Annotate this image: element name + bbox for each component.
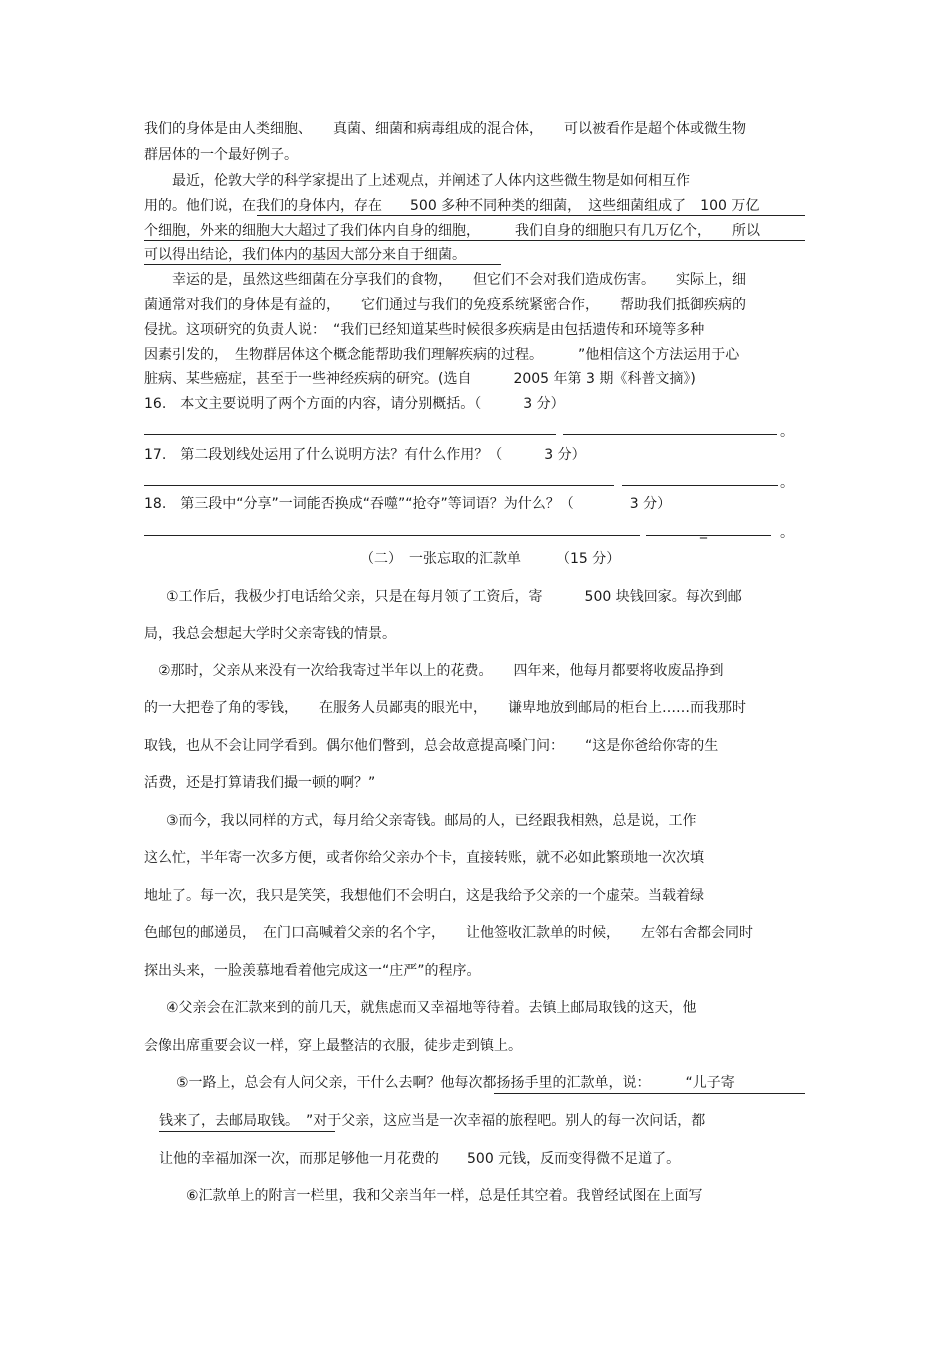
p2-para1-line1: ①工作后，我极少打电话给父亲，只是在每月领了工资后，寄 500 块钱回家。每次到邮 bbox=[166, 589, 742, 605]
question-18: 18. 第三段中“分享”一词能否换成“吞噬”“抢夺”等词语？为什么？（ 3 分） bbox=[144, 496, 672, 512]
question-17: 17. 第二段划线处运用了什么说明方法？有什么作用？（ 3 分） bbox=[144, 447, 586, 463]
p2-para3-line3: 地址了。每一次，我只是笑笑，我想他们不会明白，这是我给予父亲的一个虚荣。当载着绿 bbox=[144, 888, 704, 904]
p2-para1-line2: 局，我总会想起大学时父亲寄钱的情景。 bbox=[144, 626, 396, 642]
p2-para3-line5: 探出头来，一脸羡慕地看着他完成这一“庄严”的程序。 bbox=[144, 963, 481, 979]
p2-para2-line3: 取钱，也从不会让同学看到。偶尔他们瞥到，总会故意提高嗓门问： “这是你爸给你寄的生 bbox=[144, 738, 719, 754]
p2-para5-line2: 钱来了，去邮局取钱。 ”对于父亲，这应当是一次幸福的旅程吧。别人的每一次问话，都 bbox=[159, 1113, 706, 1129]
p3-line-4: 因素引发的， 生物群居体这个概念能帮助我们理解疾病的过程。 ”他相信这个方法运用于心 bbox=[144, 347, 740, 363]
q16-end-mark: 。 bbox=[780, 424, 794, 440]
p2-line-3: 个细胞，外来的细胞大大超过了我们体内自身的细胞， 我们自身的细胞只有几万亿个， 所以 bbox=[144, 223, 760, 239]
p2-para3-line4: 色邮包的邮递员， 在门口高喊着父亲的名个字， 让他签收汇款单的时候， 左邻右舍都会同时 bbox=[144, 925, 753, 941]
underline-2 bbox=[144, 240, 805, 241]
p3-line-1: 幸运的是，虽然这些细菌在分享我们的食物， 但它们不会对我们造成伤害。 实际上，细 bbox=[144, 272, 746, 288]
p3-line-3: 侵扰。这项研究的负责人说： “我们已经知道某些时候很多疾病是由包括遗传和环境等多种 bbox=[144, 322, 705, 338]
p1-line-2: 群居体的一个最好例子。 bbox=[144, 147, 298, 163]
underline-quote-1 bbox=[494, 1093, 805, 1094]
answer-17-blank-a[interactable] bbox=[144, 485, 614, 486]
p2-para4-line2: 会像出席重要会议一样，穿上最整洁的衣服，徒步走到镇上。 bbox=[144, 1038, 522, 1054]
q18-end-mark: 。 bbox=[780, 525, 794, 541]
underline-1 bbox=[257, 215, 805, 216]
answer-16-blank-b[interactable] bbox=[563, 434, 777, 435]
p2-para5-line1: ⑤一路上，总会有人问父亲，干什么去啊？他每次都扬扬手里的汇款单，说： “儿子寄 bbox=[176, 1075, 735, 1091]
answer-17-blank-b[interactable] bbox=[622, 485, 778, 486]
p2-para3-line2: 这么忙，半年寄一次多方便，或者你给父亲办个卡，直接转账，就不必如此繁琐地一次次填 bbox=[144, 850, 704, 866]
q18-mark: _ bbox=[700, 523, 707, 539]
section-2-title: （二） 一张忘取的汇款单 （15 分） bbox=[360, 551, 621, 567]
p3-line-5: 脏病、某些癌症，甚至于一些神经疾病的研究。(选自 2005 年第 3 期《科普文摘》) bbox=[144, 371, 696, 387]
p2-para2-line2: 的一大把卷了角的零钱， 在服务人员鄙夷的眼光中， 谦卑地放到邮局的柜台上……而我那时 bbox=[144, 700, 746, 716]
answer-16-blank-a[interactable] bbox=[144, 434, 556, 435]
p1-line-1: 我们的身体是由人类细胞、 真菌、细菌和病毒组成的混合体， 可以被看作是超个体或微生物 bbox=[144, 121, 746, 137]
underline-3 bbox=[144, 264, 501, 265]
p2-line-1: 最近，伦敦大学的科学家提出了上述观点，并阐述了人体内这些微生物是如何相互作 bbox=[144, 173, 690, 189]
p3-line-2: 菌通常对我们的身体是有益的， 它们通过与我们的免疫系统紧密合作， 帮助我们抵御疾病的 bbox=[144, 297, 746, 313]
p2-para2-line4: 活费，还是打算请我们撮一顿的啊？” bbox=[144, 775, 376, 791]
p2-para4-line1: ④父亲会在汇款来到的前几天，就焦虑而又幸福地等待着。去镇上邮局取钱的这天，他 bbox=[166, 1000, 697, 1016]
p2-line-4: 可以得出结论，我们体内的基因大部分来自于细菌。 bbox=[144, 247, 466, 263]
question-16: 16. 本文主要说明了两个方面的内容，请分别概括。（ 3 分） bbox=[144, 396, 565, 412]
p2-line-2: 用的。他们说，在我们的身体内，存在 500 多种不同种类的细菌， 这些细菌组成了 100 万亿 bbox=[144, 198, 760, 214]
p2-para2-line1: ②那时，父亲从来没有一次给我寄过半年以上的花费。 四年来，他每月都要将收废品挣到 bbox=[158, 663, 724, 679]
underline-quote-2 bbox=[159, 1131, 335, 1132]
p2-para6-line1: ⑥汇款单上的附言一栏里，我和父亲当年一样，总是任其空着。我曾经试图在上面写 bbox=[186, 1188, 703, 1204]
p2-para3-line1: ③而今，我以同样的方式，每月给父亲寄钱。邮局的人，已经跟我相熟，总是说，工作 bbox=[166, 813, 697, 829]
answer-18-blank-a[interactable] bbox=[144, 535, 640, 536]
p2-para5-line3: 让他的幸福加深一次，而那足够他一月花费的 500 元钱，反而变得微不足道了。 bbox=[159, 1151, 681, 1167]
answer-18-blank-b[interactable] bbox=[646, 535, 771, 536]
q17-end-mark: 。 bbox=[780, 475, 794, 491]
